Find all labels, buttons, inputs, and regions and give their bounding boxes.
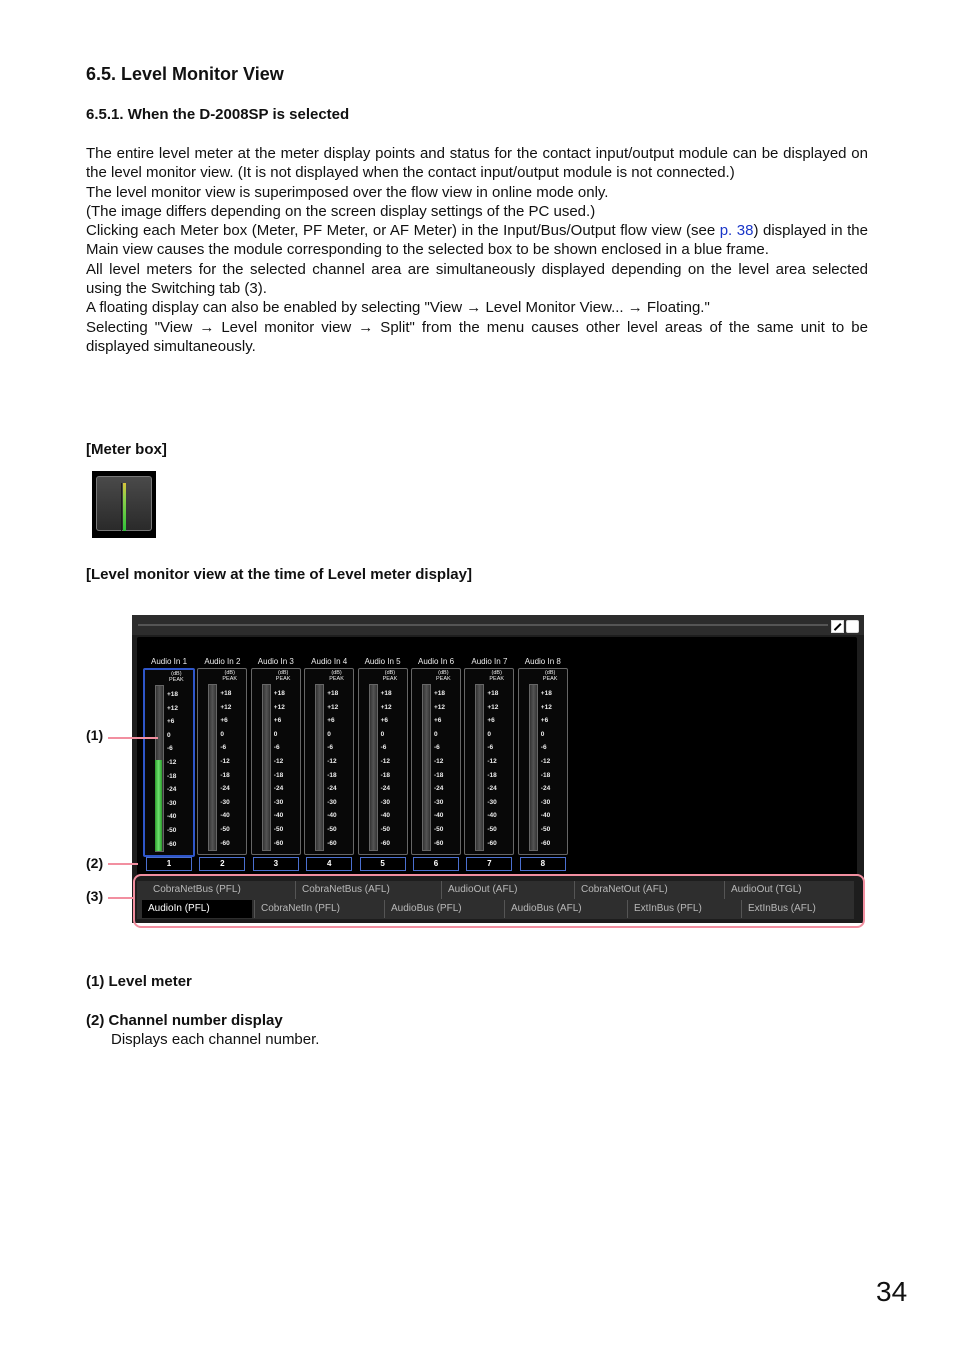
scale-tick-label: -40 [220,812,230,820]
scale-tick-label: -6 [434,744,440,752]
scale-tick-label: +6 [327,717,335,725]
channel-number: 3 [253,857,299,871]
scale-tick-label: -60 [380,839,390,847]
scale-tick-label: -40 [327,812,337,820]
level-meter-panel[interactable] [143,668,195,857]
level-meter-panel[interactable] [518,668,568,855]
scale-tick-label: -18 [167,772,177,780]
scale-tick-label: -50 [540,826,551,833]
scale-tick-label: -18 [487,771,497,779]
switch-tab[interactable]: AudioOut (TGL) [724,881,859,899]
scale-tick-label: -6 [220,744,227,752]
level-meter-panel[interactable] [358,668,408,855]
scale-tick-label: -12 [167,759,177,766]
channel-name: Audio In 4 [311,657,348,666]
scale-tick-label: -30 [327,798,337,806]
scale-tick-label: +12 [273,703,285,711]
scale-tick-label: +6 [540,717,549,725]
meter-track [315,684,324,851]
scale-tick-label: -12 [327,758,337,765]
scale-tick-label: +12 [487,703,499,711]
scale-tick-label: -24 [220,785,230,793]
scale-tick-label: -60 [167,840,177,848]
scale-tick-label: -50 [167,827,177,834]
scale-tick-label: +18 [167,691,179,698]
db-peak-label: (dB) PEAK [436,670,451,682]
scale-tick-label: +12 [327,703,339,711]
meter-track [529,684,538,851]
scale-tick-label: -60 [273,839,284,847]
db-peak-label: (dB) PEAK [222,670,238,682]
channel-number: 7 [466,857,512,871]
paragraph-4: Clicking each Meter box (Meter, PF Meter, or AF Meter) in the Input/Bus/Output flow view (see p. 38) displayed in the Main view causes the module corresponding to the selected box to be shown enclosed in a blue frame. [86,222,868,259]
scale-tick-label: -30 [167,799,177,807]
scale-tick-label: 0 [380,730,385,738]
meter-box-image [92,471,156,538]
db-peak-label: (dB) PEAK [169,671,184,683]
switch-tab[interactable]: CobraNetBus (AFL) [295,881,440,899]
scale-tick-label: -30 [273,798,284,806]
db-peak-label: (dB) PEAK [329,670,344,682]
scale-tick-label: -12 [540,758,551,765]
paragraph-7: Selecting "View → Level monitor view → Split" from the menu causes other level areas of the same unit to be displayed simultaneously. [86,318,868,355]
db-peak-label: (dB) PEAK [542,670,558,682]
scale-tick-label: 0 [273,730,278,738]
switch-tab[interactable]: AudioBus (PFL) [384,900,503,918]
item-2-title: (2) Channel number display [86,1012,283,1029]
channel-name: Audio In 2 [204,657,241,666]
scale-tick-label: -40 [487,812,497,820]
scale-tick-label: -6 [540,744,547,752]
level-meter-panel[interactable] [304,668,354,855]
page-number: 34 [876,1276,908,1307]
scale-tick-label: +18 [380,690,392,697]
channel-name: Audio In 7 [471,657,508,666]
scale-tick-label: -40 [167,813,177,821]
scale-tick-label: -24 [380,785,390,793]
switch-tab[interactable]: CobraNetOut (AFL) [574,881,723,899]
scale-tick-label: -50 [220,826,230,833]
callout-1: (1) [86,727,104,743]
meter-track [475,684,484,851]
channel-number: 2 [199,857,245,871]
section-heading: 6.5. Level Monitor View [86,64,284,84]
paragraph-3: (The image differs depending on the screen display settings of the PC used.) [86,202,596,220]
scale-tick-label: -30 [540,798,551,806]
scale-tick-label: 0 [327,730,331,738]
scale-tick-label: -18 [273,771,284,779]
db-peak-label: (dB) PEAK [489,670,505,682]
paragraph-5: All level meters for the selected channel area are simultaneously displayed depending on the level area selected using the Switching tab (3). [86,260,868,298]
scale-tick-label: 0 [540,730,545,738]
scale-tick-label: -18 [327,771,337,779]
channel-name: Audio In 8 [524,657,561,666]
scale-tick-label: +6 [434,717,442,725]
scale-tick-label: +6 [167,718,175,726]
paragraph-6: A floating display can also be enabled by selecting "View → Level Monitor View... → Floating." [86,299,710,317]
scale-tick-label: -6 [167,745,173,753]
paragraph-1: The entire level meter at the meter display points and status for the contact input/output module can be displayed on the level monitor view. (It is not displayed when the contact input/output module is not connected.) [86,145,868,182]
scale-tick-label: -60 [327,839,337,847]
callout-line-1 [108,737,158,739]
switch-tab[interactable]: ExtInBus (PFL) [627,900,740,918]
scale-tick-label: -18 [380,771,390,779]
scale-tick-label: -12 [273,758,284,765]
scale-tick-label: -24 [434,785,444,793]
switch-tab[interactable]: AudioOut (AFL) [441,881,574,899]
scale-tick-label: -24 [273,785,284,793]
scale-tick-label: -6 [327,744,333,752]
scale-tick-label: -60 [540,839,551,847]
scale-tick-label: +18 [540,690,552,697]
callout-3: (3) [86,888,104,904]
level-meter-panel[interactable] [464,668,514,855]
paragraph-2: The level monitor view is superimposed over the flow view in online mode only. [86,183,609,201]
scale-tick-label: -24 [540,785,551,793]
scale-tick-label: -60 [220,839,230,847]
scale-tick-label: -40 [273,812,284,820]
scale-tick-label: -24 [327,785,337,793]
scale-tick-label: -6 [487,744,494,752]
scale-tick-label: -50 [327,826,337,833]
level-meter-panel[interactable] [251,668,301,855]
level-view-label: [Level monitor view at the time of Level meter display] [86,566,472,583]
switch-tab[interactable]: AudioIn (PFL) [142,900,252,918]
scale-tick-label: +12 [434,703,446,711]
subsection-heading: 6.5.1. When the D-2008SP is selected [86,106,350,123]
scale-tick-label: 0 [487,730,492,738]
callout-2: (2) [86,855,104,871]
scale-tick-label: 0 [167,731,171,739]
scale-tick-label: -18 [220,771,230,779]
level-meter-panel[interactable] [197,668,247,855]
scale-tick-label: +18 [220,690,232,697]
channel-number: 8 [520,857,566,871]
meter-fill [155,760,162,851]
switch-tab[interactable]: CobraNetIn (PFL) [254,900,383,918]
scale-tick-label: -50 [273,826,284,833]
channel-name: Audio In 3 [257,657,294,666]
scale-tick-label: 0 [434,730,438,738]
body-text [86,144,868,356]
channel-number: 1 [146,857,192,871]
meter-box-label: [Meter box] [86,441,167,458]
scale-tick-label: -50 [434,826,444,833]
meter-track [369,684,378,851]
scale-tick-label: -12 [220,758,230,765]
scale-tick-label: -60 [487,839,497,847]
scale-tick-label: -30 [434,798,444,806]
scale-tick-label: 0 [220,730,225,738]
scale-tick-label: -30 [220,798,230,806]
meter-track [208,684,217,851]
scale-tick-label: -6 [273,744,280,752]
switch-tab[interactable]: ExtInBus (AFL) [741,900,853,918]
scale-tick-label: +18 [487,690,499,697]
scale-tick-label: -12 [487,758,497,765]
channel-name: Audio In 1 [150,657,188,666]
channel-number: 5 [360,857,406,871]
scale-tick-label: -18 [434,771,444,779]
channel-number: 6 [413,857,459,871]
scale-tick-label: -30 [487,798,497,806]
scale-tick-label: -30 [380,798,390,806]
page-link[interactable]: p. 38 [719,222,754,240]
scale-tick-label: +6 [380,717,389,725]
scale-tick-label: -12 [434,758,444,765]
scale-tick-label: -6 [380,744,387,752]
channel-name: Audio In 5 [364,657,401,666]
maximize-icon[interactable] [846,620,859,633]
callout-line-2 [108,863,138,865]
scale-tick-label: -40 [540,812,551,820]
meter-track [262,684,271,851]
scale-tick-label: +18 [273,690,285,697]
edit-icon[interactable] [831,620,844,633]
scale-tick-label: +6 [273,717,282,725]
scale-tick-label: +18 [327,690,339,697]
scale-tick-label: +6 [220,717,228,725]
channel-name: Audio In 6 [417,657,455,666]
tab-callout-frame [133,874,865,928]
scale-tick-label: +12 [540,703,552,711]
scale-tick-label: +12 [167,704,179,712]
callout-line-3 [108,897,134,899]
scale-tick-label: +6 [487,717,495,725]
db-peak-label: (dB) PEAK [382,670,398,682]
scale-tick-label: -40 [434,812,444,820]
scale-tick-label: -40 [380,812,390,820]
scale-tick-label: +18 [434,690,446,697]
scale-tick-label: +12 [380,703,392,711]
scale-tick-label: -50 [380,826,390,833]
meter-bar-icon [123,483,126,531]
item-1-title: (1) Level meter [86,973,192,990]
level-meter-panel[interactable] [411,668,461,855]
scale-tick-label: -24 [167,786,177,794]
meter-track [422,684,431,851]
switch-tab[interactable]: AudioBus (AFL) [504,900,626,918]
item-2-description: Displays each channel number. [111,1031,320,1048]
db-peak-label: (dB) PEAK [275,670,291,682]
channel-number: 4 [306,857,352,871]
title-bar [132,615,864,635]
scale-tick-label: -18 [540,771,551,779]
scale-tick-label: +12 [220,703,232,711]
scale-tick-label: -60 [434,839,444,847]
scale-tick-label: -24 [487,785,497,793]
switch-tab[interactable]: CobraNetBus (PFL) [153,884,241,895]
scale-tick-label: -50 [487,826,497,833]
scale-tick-label: -12 [380,758,390,765]
